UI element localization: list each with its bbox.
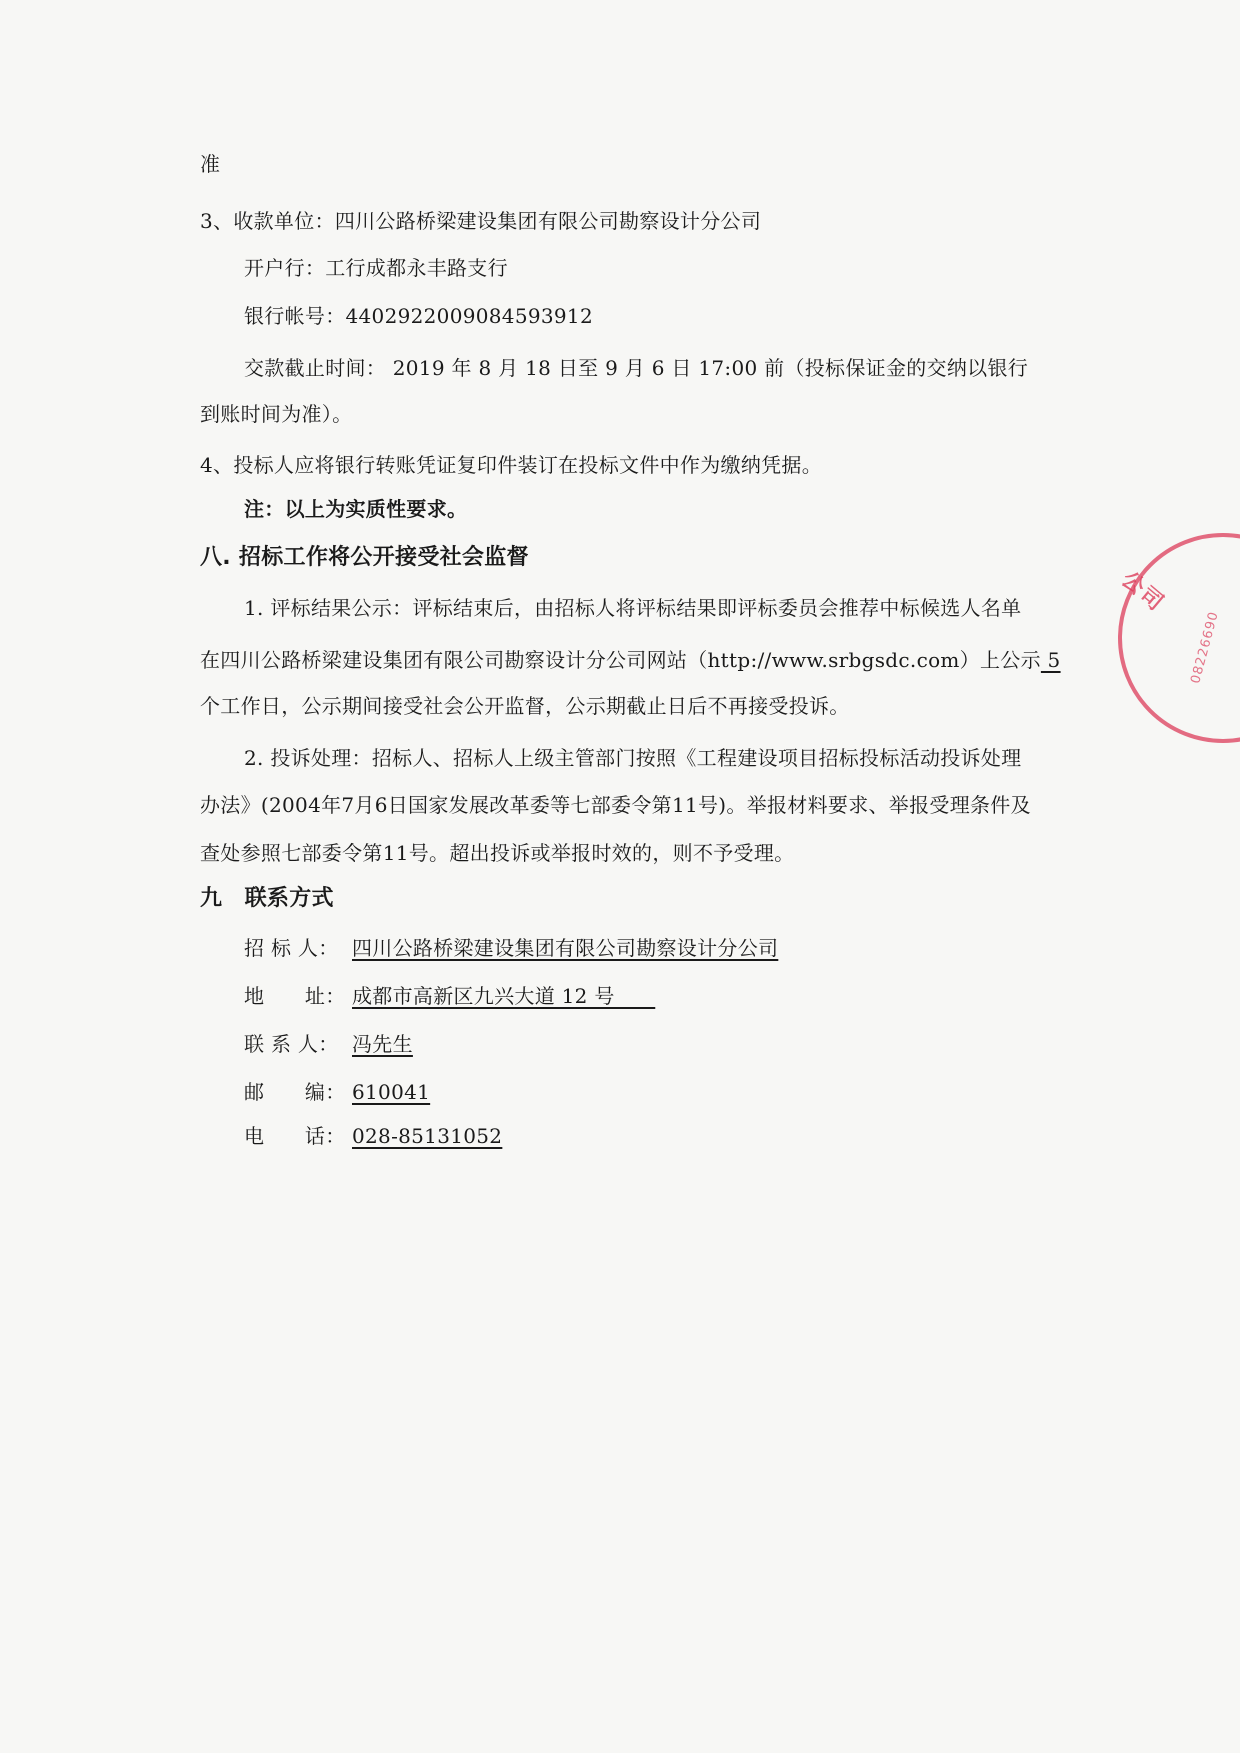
contact-person [244, 1030, 413, 1058]
deadline-line-cont: 到账时间为准）。 [200, 402, 353, 426]
s8-p1-line2 [200, 646, 1061, 674]
contact-value: 四川公路桥梁建设集团有限公司勘察设计分公司 [352, 936, 779, 960]
contact-phone [244, 1122, 502, 1150]
contact-label: 联 系 人： [244, 1032, 339, 1056]
account-line: 银行帐号：4402922009084593912 [244, 304, 593, 328]
contact-value: 冯先生 [352, 1032, 413, 1056]
s8-p2-line2: 办法》(2004年7月6日国家发展改革委等七部委令第11号)。举报材料要求、举报受理条件及 [200, 793, 1031, 817]
note-line: 注：以上为实质性要求。 [244, 497, 468, 521]
s8-p2-line1: 2. 投诉处理：招标人、招标人上级主管部门按照《工程建设项目招标投标活动投诉处理 [244, 746, 1022, 770]
section-8-heading: 八. 招标工作将公开接受社会监督 [200, 545, 529, 570]
contact-address [244, 982, 655, 1010]
s8-p1-line2-text: 在四川公路桥梁建设集团有限公司勘察设计分公司网站（http://www.srbgsdc.com）上公示 [200, 648, 1041, 672]
contact-postcode [244, 1078, 430, 1106]
s8-p2-line3: 查处参照七部委令第11号。超出投诉或举报时效的，则不予受理。 [200, 841, 795, 865]
contact-value: 028-85131052 [352, 1124, 503, 1148]
s8-p1-line1: 1. 评标结果公示：评标结束后，由招标人将评标结果即评标委员会推荐中标候选人名单 [244, 596, 1022, 620]
contact-label: 邮 编： [244, 1080, 346, 1104]
contact-label: 电 话： [244, 1124, 346, 1148]
voucher-line: 4、投标人应将银行转账凭证复印件装订在投标文件中作为缴纳凭据。 [200, 453, 823, 477]
bank-line: 开户行：工行成都永丰路支行 [244, 256, 508, 280]
section-9-heading: 九 联系方式 [200, 886, 334, 911]
contact-label: 招 标 人： [244, 936, 339, 960]
payee-line: 3、收款单位：四川公路桥梁建设集团有限公司勘察设计分公司 [200, 209, 762, 233]
deadline-line: 交款截止时间： 2019 年 8 月 18 日至 9 月 6 日 17:00 前（投标保证金的交纳以银行 [244, 356, 1029, 380]
company-seal-number: 08226690 [1188, 609, 1222, 686]
s8-p1-line3: 个工作日，公示期间接受社会公开监督，公示期截止日后不再接受投诉。 [200, 694, 850, 718]
contact-value: 610041 [352, 1080, 431, 1104]
line-continuation: 准 [200, 152, 221, 176]
contact-label: 地 址： [244, 984, 346, 1008]
publicity-days: 5 [1040, 648, 1061, 672]
company-seal-text: 公司 [1116, 567, 1170, 618]
contact-value: 成都市高新区九兴大道 12 号 [352, 984, 656, 1008]
contact-tenderer [244, 934, 778, 962]
